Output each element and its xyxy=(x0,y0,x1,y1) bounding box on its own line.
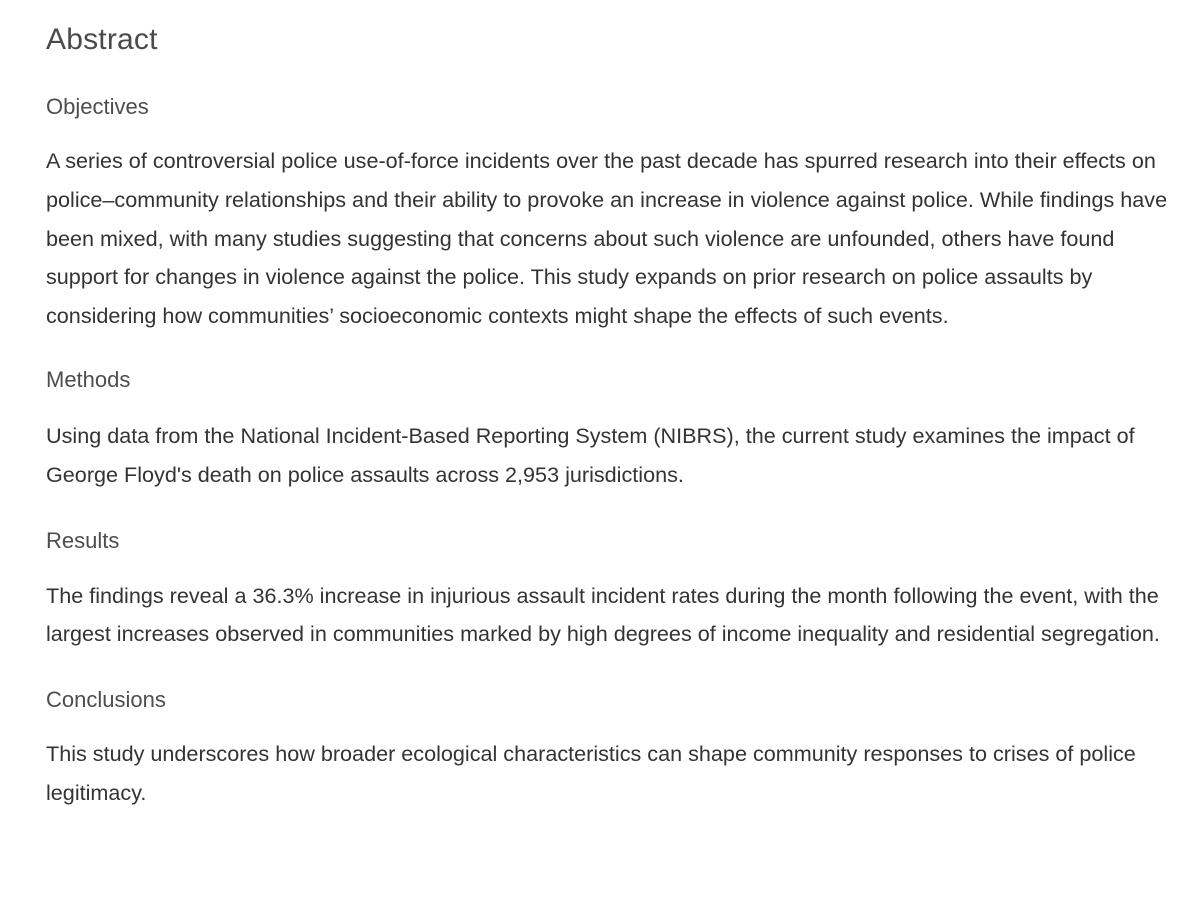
results-text: The findings reveal a 36.3% increase in injurious assault incident rates during the month following the event, with the largest increases observed in communities marked by high degrees of income inequality and residential segregation. xyxy=(46,582,1160,647)
conclusions-text: This study underscores how broader ecological characteristics can shape community responses to crises of police legitimacy. xyxy=(46,741,1136,805)
objectives-text: A series of controversial police use-of-force incidents over the past decade has spurred research into their effects on police–community relationships and their ability to provoke an increase in violence against police. While findings have been mixed, with many studies suggesting that concerns about such violence are unfounded, others have found support for changes in violence against the police. This study expands on prior research on police assaults by considering how communities’ socioeconomic contexts might shape the effects of such events. xyxy=(46,148,1168,329)
methods-text: Using data from the National Incident-Based Reporting System (NIBRS), the current study examines the impact of George Floyd's death on police assaults across 2,953 jurisdictions. xyxy=(46,422,1135,487)
conclusions-heading: Conclusions xyxy=(46,687,166,713)
methods-heading: Methods xyxy=(46,366,131,392)
objectives-heading: Objectives xyxy=(46,94,149,119)
results-heading: Results xyxy=(46,527,120,553)
abstract-title: Abstract xyxy=(46,23,158,56)
abstract-section xyxy=(46,0,1176,813)
